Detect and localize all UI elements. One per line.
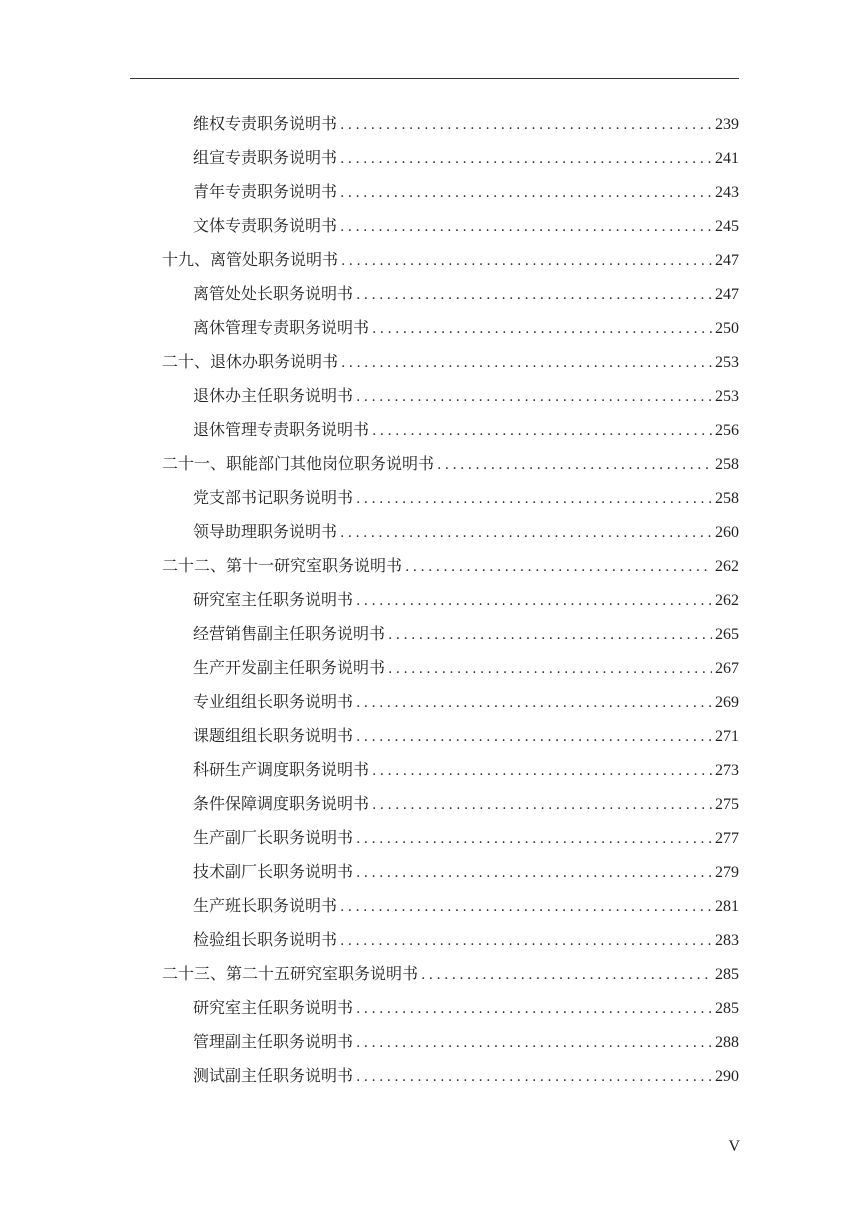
- toc-entry-page: 258: [715, 456, 739, 473]
- toc-entry[interactable]: [162, 379, 739, 413]
- toc-entry-page: 253: [715, 354, 739, 371]
- dot-leader: [372, 414, 712, 448]
- toc-entry-title: 二十一、职能部门其他岗位职务说明书: [162, 454, 435, 473]
- toc-entry-page: 290: [715, 1068, 739, 1085]
- toc-entry[interactable]: [162, 141, 739, 175]
- dot-leader: [341, 346, 712, 380]
- toc-entry-title: 课题组组长职务说明书: [193, 726, 354, 745]
- toc-entry-title: 十九、离管处职务说明书: [162, 250, 339, 269]
- dot-leader: [421, 958, 712, 992]
- dot-leader: [405, 550, 712, 584]
- toc-entry-page: 279: [715, 864, 739, 881]
- toc-entry[interactable]: [162, 1059, 739, 1093]
- toc-entry[interactable]: [162, 549, 739, 583]
- toc-entry-page: 256: [715, 422, 739, 439]
- dot-leader: [372, 788, 712, 822]
- toc-entry-page: 275: [715, 796, 739, 813]
- toc-entry-title: 党支部书记职务说明书: [193, 488, 354, 507]
- toc-entry-title: 生产班长职务说明书: [193, 896, 338, 915]
- toc-entry-page: 239: [715, 116, 739, 133]
- toc-entry-page: 281: [715, 898, 739, 915]
- toc-entry-title: 专业组组长职务说明书: [193, 692, 354, 711]
- dot-leader: [356, 992, 712, 1026]
- dot-leader: [340, 210, 712, 244]
- toc-entry-page: 250: [715, 320, 739, 337]
- toc-entry[interactable]: [162, 277, 739, 311]
- dot-leader: [372, 754, 712, 788]
- toc-entry[interactable]: [162, 957, 739, 991]
- toc-entry-title: 管理副主任职务说明书: [193, 1032, 354, 1051]
- dot-leader: [437, 448, 712, 482]
- toc-entry-title: 退休办主任职务说明书: [193, 386, 354, 405]
- toc-entry[interactable]: [162, 685, 739, 719]
- dot-leader: [388, 618, 712, 652]
- toc-entry-page: 253: [715, 388, 739, 405]
- dot-leader: [356, 584, 712, 618]
- toc-entry-page: 269: [715, 694, 739, 711]
- table-of-contents: [162, 107, 739, 1093]
- dot-leader: [340, 924, 712, 958]
- toc-entry-title: 二十二、第十一研究室职务说明书: [162, 556, 403, 575]
- toc-entry-title: 生产副厂长职务说明书: [193, 828, 354, 847]
- dot-leader: [356, 380, 712, 414]
- toc-entry-title: 领导助理职务说明书: [193, 522, 338, 541]
- toc-entry[interactable]: [162, 175, 739, 209]
- toc-entry-page: 271: [715, 728, 739, 745]
- toc-entry[interactable]: [162, 991, 739, 1025]
- toc-entry-page: 277: [715, 830, 739, 847]
- toc-entry-title: 二十、退休办职务说明书: [162, 352, 339, 371]
- toc-entry[interactable]: [162, 719, 739, 753]
- toc-entry[interactable]: [162, 855, 739, 889]
- dot-leader: [340, 890, 712, 924]
- toc-entry-title: 维权专责职务说明书: [193, 114, 338, 133]
- dot-leader: [356, 1026, 712, 1060]
- dot-leader: [356, 856, 712, 890]
- toc-entry-page: 260: [715, 524, 739, 541]
- toc-entry-title: 离休管理专责职务说明书: [193, 318, 370, 337]
- toc-entry-title: 二十三、第二十五研究室职务说明书: [162, 964, 419, 983]
- toc-entry-title: 组宣专责职务说明书: [193, 148, 338, 167]
- toc-entry[interactable]: [162, 923, 739, 957]
- dot-leader: [356, 482, 712, 516]
- toc-entry-title: 技术副厂长职务说明书: [193, 862, 354, 881]
- dot-leader: [341, 244, 712, 278]
- toc-entry-page: 288: [715, 1034, 739, 1051]
- toc-entry-title: 文体专责职务说明书: [193, 216, 338, 235]
- toc-entry[interactable]: [162, 753, 739, 787]
- dot-leader: [340, 108, 712, 142]
- dot-leader: [388, 652, 712, 686]
- toc-entry-page: 262: [715, 558, 739, 575]
- dot-leader: [356, 1060, 712, 1094]
- toc-entry-title: 条件保障调度职务说明书: [193, 794, 370, 813]
- toc-entry-page: 262: [715, 592, 739, 609]
- toc-entry-title: 青年专责职务说明书: [193, 182, 338, 201]
- toc-entry-title: 生产开发副主任职务说明书: [193, 658, 386, 677]
- toc-entry-title: 经营销售副主任职务说明书: [193, 624, 386, 643]
- toc-entry-title: 研究室主任职务说明书: [193, 590, 354, 609]
- toc-entry-page: 283: [715, 932, 739, 949]
- dot-leader: [356, 822, 712, 856]
- dot-leader: [356, 686, 712, 720]
- header-rule: [130, 78, 739, 79]
- toc-entry-page: 265: [715, 626, 739, 643]
- toc-entry-page: 273: [715, 762, 739, 779]
- toc-entry[interactable]: [162, 583, 739, 617]
- toc-entry-page: 267: [715, 660, 739, 677]
- toc-entry[interactable]: [162, 107, 739, 141]
- toc-entry[interactable]: [162, 1025, 739, 1059]
- toc-entry-title: 检验组长职务说明书: [193, 930, 338, 949]
- toc-entry-page: 247: [715, 286, 739, 303]
- toc-entry[interactable]: [162, 787, 739, 821]
- toc-entry-title: 退休管理专责职务说明书: [193, 420, 370, 439]
- toc-entry-page: 258: [715, 490, 739, 507]
- toc-entry-page: 247: [715, 252, 739, 269]
- dot-leader: [356, 720, 712, 754]
- dot-leader: [340, 142, 712, 176]
- toc-entry-page: 241: [715, 150, 739, 167]
- toc-entry-title: 研究室主任职务说明书: [193, 998, 354, 1017]
- toc-entry[interactable]: [162, 209, 739, 243]
- toc-entry-title: 测试副主任职务说明书: [193, 1066, 354, 1085]
- toc-entry[interactable]: [162, 515, 739, 549]
- toc-entry[interactable]: [162, 821, 739, 855]
- toc-entry-page: 243: [715, 184, 739, 201]
- toc-entry[interactable]: [162, 889, 739, 923]
- toc-entry[interactable]: [162, 311, 739, 345]
- dot-leader: [356, 278, 712, 312]
- dot-leader: [340, 176, 712, 210]
- toc-entry-page: 285: [715, 966, 739, 983]
- toc-entry-page: 245: [715, 218, 739, 235]
- dot-leader: [372, 312, 712, 346]
- dot-leader: [340, 516, 712, 550]
- toc-entry[interactable]: [162, 345, 739, 379]
- toc-entry[interactable]: [162, 617, 739, 651]
- toc-entry[interactable]: [162, 481, 739, 515]
- toc-entry[interactable]: [162, 651, 739, 685]
- toc-entry[interactable]: [162, 447, 739, 481]
- toc-entry[interactable]: [162, 243, 739, 277]
- toc-entry-title: 离管处处长职务说明书: [193, 284, 354, 303]
- toc-entry-page: 285: [715, 1000, 739, 1017]
- toc-entry-title: 科研生产调度职务说明书: [193, 760, 370, 779]
- page-number: V: [728, 1138, 740, 1155]
- toc-entry[interactable]: [162, 413, 739, 447]
